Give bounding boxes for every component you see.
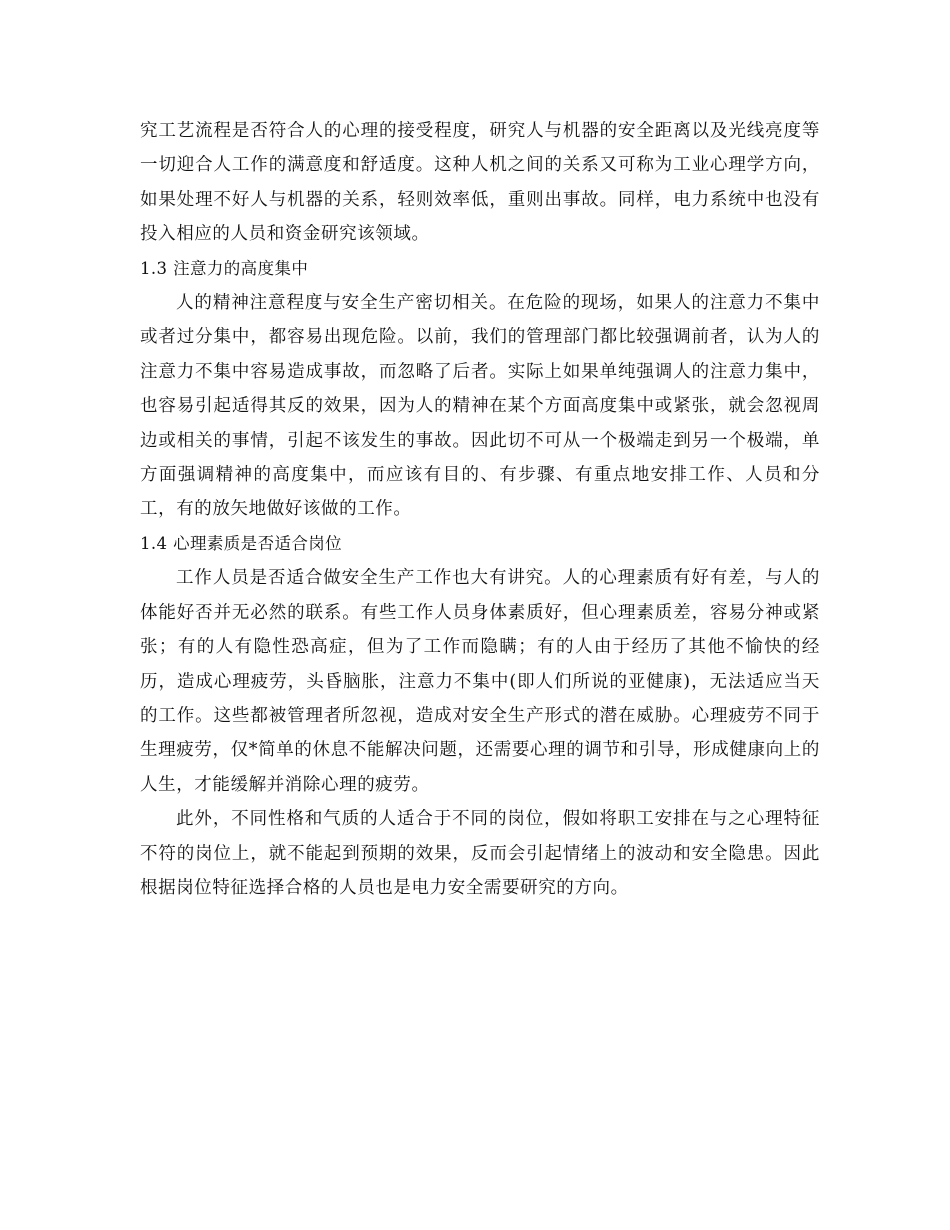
- section-1-3-paragraph: 人的精神注意程度与安全生产密切相关。在危险的现场，如果人的注意力不集中或者过分集中，都容易出现危险。以前，我们的管理部门都比较强调前者，认为人的注意力不集中容易造成事故，而忽略了后者。实际上如果单纯强调人的注意力集中，也容易引起适得其反的效果，因为人的精神在某个方面高度集中或紧张，就会忽视周边或相关的事情，引起不该发生的事故。因此切不可从一个极端走到另一个极端，单方面强调精神的高度集中，而应该有目的、有步骤、有重点地安排工作、人员和分工，有的放矢地做好该做的工作。: [140, 293, 820, 520]
- intro-paragraph: 究工艺流程是否符合人的心理的接受程度，研究人与机器的安全距离以及光线亮度等一切迎合人工作的满意度和舒适度。这种人机之间的关系又可称为工业心理学方向，如果处理不好人与机器的关系，轻则效率低，重则出事故。同样，电力系统中也没有投入相应的人员和资金研究该领域。: [140, 121, 820, 245]
- section-1-4-paragraph-1: 工作人员是否适合做安全生产工作也大有讲究。人的心理素质有好有差，与人的体能好否并无必然的联系。有些工作人员身体素质好，但心理素质差，容易分神或紧张；有的人有隐性恐高症，但为了工作而隐瞒；有的人由于经历了其他不愉快的经历，造成心理疲劳，头昏脑胀，注意力不集中(即人们所说的亚健康)，无法适应当天的工作。这些都被管理者所忽视，造成对安全生产形式的潜在威胁。心理疲劳不同于生理疲劳，仅*简单的休息不能解决问题，还需要心理的调节和引导，形成健康向上的人生，才能缓解并消除心理的疲劳。: [140, 568, 820, 795]
- document-body: [140, 114, 820, 905]
- section-heading-1-3: 1.3 注意力的高度集中: [140, 258, 309, 278]
- section-heading-1-4: 1.4 心理素质是否适合岗位: [140, 533, 343, 553]
- section-1-4-paragraph-2: 此外，不同性格和气质的人适合于不同的岗位，假如将职工安排在与之心理特征不符的岗位上，就不能起到预期的效果，反而会引起情绪上的波动和安全隐患。因此根据岗位特征选择合格的人员也是电力安全需要研究的方向。: [140, 809, 820, 898]
